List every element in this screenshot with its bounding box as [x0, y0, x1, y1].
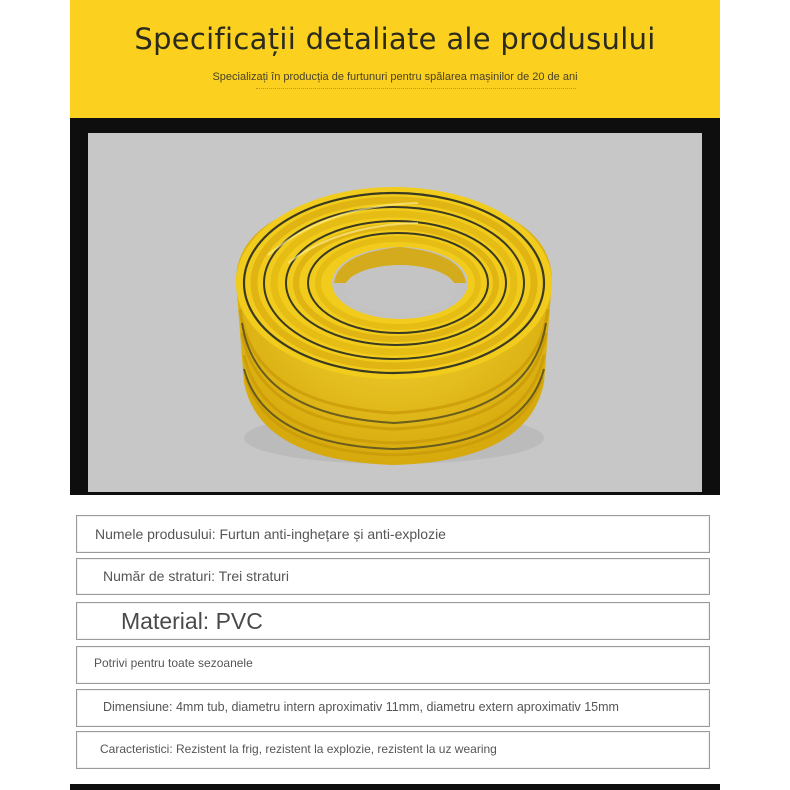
product-photo [88, 133, 702, 492]
spec-row-layers [76, 558, 710, 595]
spec-season: Potrivi pentru toate sezoanele [94, 656, 253, 670]
spec-layers: Număr de straturi: Trei straturi [103, 568, 289, 584]
spec-material: Material: PVC [121, 608, 263, 634]
header-banner [70, 0, 720, 118]
spec-product-name: Numele produsului: Furtun anti-inghețare și anti-explozie [95, 526, 446, 542]
bottom-divider [70, 784, 720, 790]
decorative-divider [256, 88, 576, 93]
spec-row-season [76, 646, 710, 684]
page-title: Specificații detaliate ale produsului [134, 22, 656, 56]
spec-features: Caracteristici: Rezistent la frig, rezistent la explozie, rezistent la uz wearing [100, 742, 497, 756]
spec-row-dimensions [76, 689, 710, 727]
page-subtitle: Specializați în producția de furtunuri pentru spălarea mașinilor de 20 de ani [212, 71, 578, 83]
spec-dimensions: Dimensiune: 4mm tub, diametru intern aproximativ 11mm, diametru extern aproximativ 15mm [103, 700, 619, 714]
spec-row-material [76, 602, 710, 640]
hose-coil-illustration [88, 133, 702, 492]
spec-row-features [76, 731, 710, 769]
spec-row-product-name [76, 515, 710, 553]
